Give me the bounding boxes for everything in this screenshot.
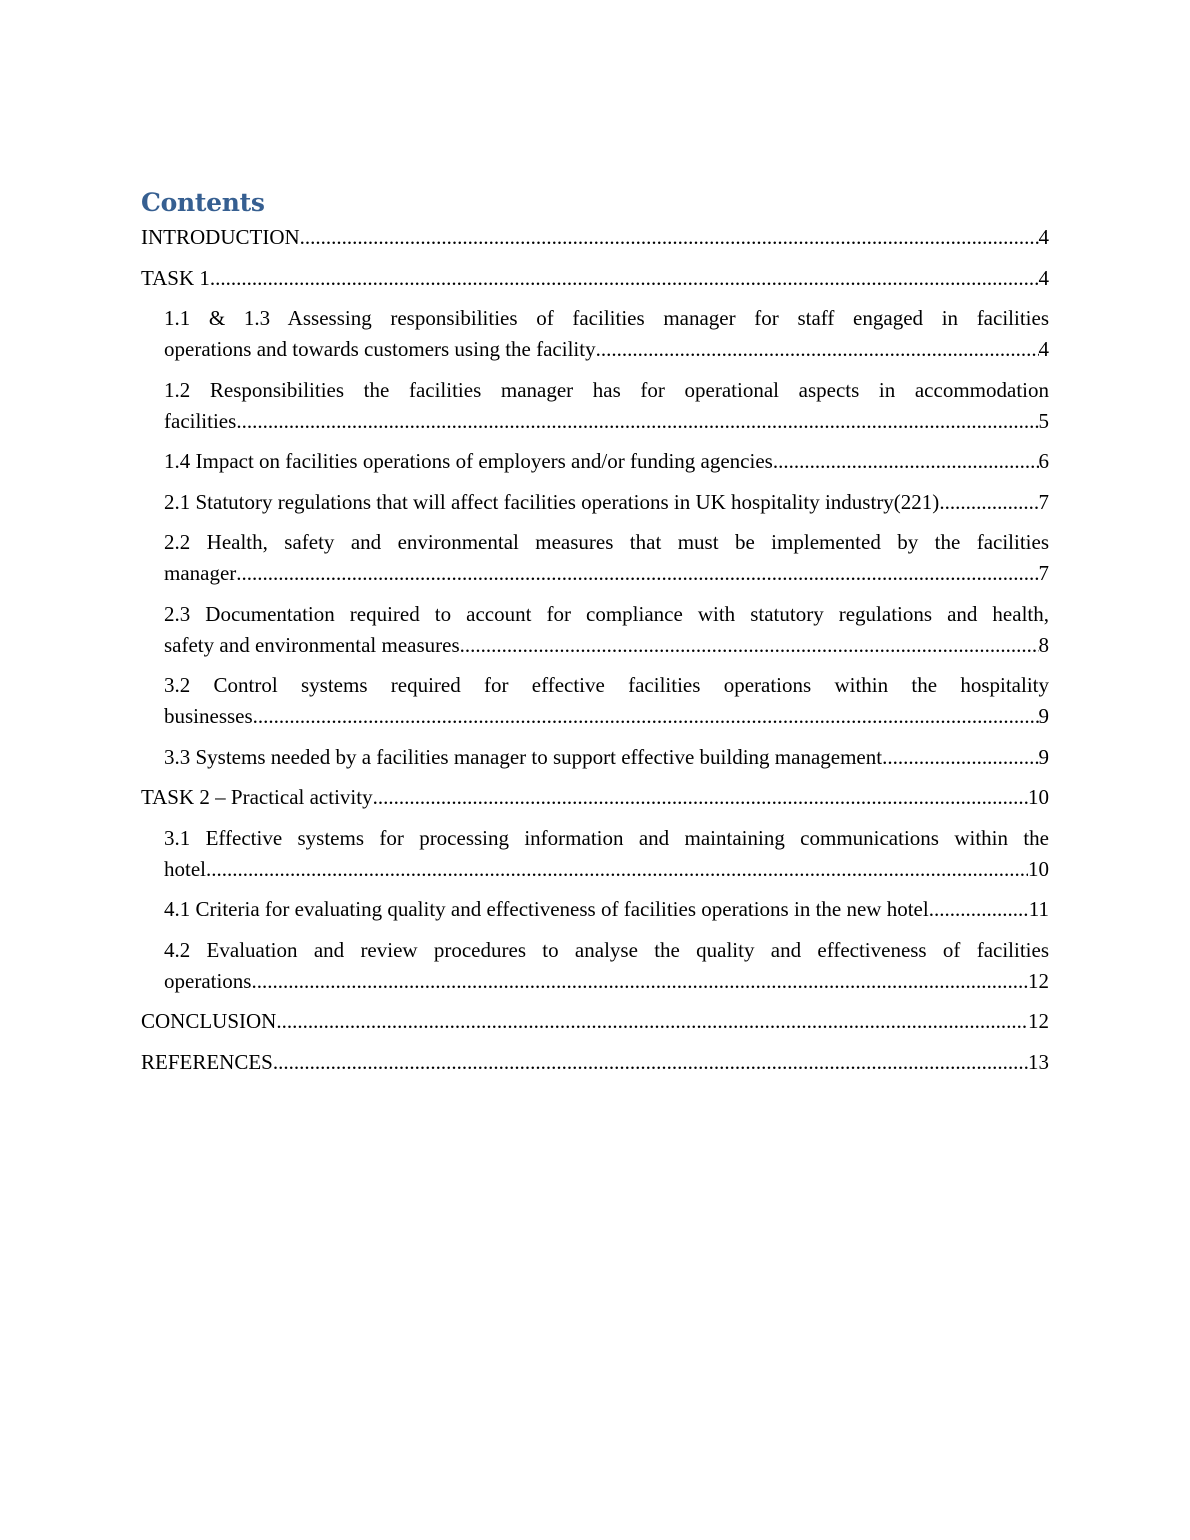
document-page	[141, 186, 1049, 1087]
toc-entry-task-2[interactable]	[141, 782, 1049, 813]
table-of-contents	[141, 222, 1049, 1078]
toc-entry-title: operations and towards customers using the facility	[164, 337, 596, 361]
toc-entry-1-1-1-3[interactable]	[141, 303, 1049, 365]
toc-page-number: 6	[1038, 449, 1049, 473]
toc-page-number: 11	[1028, 897, 1049, 921]
toc-entry-title: safety and environmental measures	[164, 632, 460, 657]
toc-page-number: 4	[1038, 265, 1049, 290]
toc-entry-3-3[interactable]	[141, 742, 1049, 773]
toc-entry-title-line-1: 2.2 Health, safety and environmental measures that must be implemented by the facilities	[164, 530, 1049, 554]
toc-entry-title: CONCLUSION	[141, 1009, 277, 1033]
toc-entry-4-1[interactable]	[141, 894, 1049, 925]
toc-entry-title: TASK 1	[141, 265, 210, 290]
toc-entry-title-line-1: 1.2 Responsibilities the facilities manager has for operational aspects in accommodation	[164, 377, 1049, 402]
toc-leader-dots	[276, 1006, 1028, 1037]
toc-leader-dots	[273, 1047, 1028, 1078]
toc-leader-dots	[206, 854, 1028, 885]
toc-entry-title: operations	[164, 968, 252, 993]
toc-leader-dots	[210, 263, 1039, 294]
toc-leader-dots	[300, 222, 1039, 253]
toc-entry-title: REFERENCES	[141, 1049, 273, 1074]
toc-entry-title-line-1: 3.1 Effective systems for processing information and maintaining communications within the	[164, 825, 1049, 850]
toc-page-number: 12	[1028, 968, 1049, 993]
toc-leader-dots	[253, 701, 1039, 732]
toc-leader-dots	[236, 406, 1038, 437]
toc-page-number: 5	[1038, 408, 1049, 433]
toc-entry-title-line-1: 2.3 Documentation required to account for compliance with statutory regulations and health,	[164, 601, 1049, 626]
toc-entry-title-line-1: 3.2 Control systems required for effective facilities operations within the hospitality	[164, 673, 1049, 697]
toc-entry-title: businesses	[164, 704, 253, 728]
toc-page-number: 4	[1038, 225, 1049, 249]
toc-entry-title-line-1: 4.2 Evaluation and review procedures to analyse the quality and effectiveness of facilities	[164, 937, 1049, 962]
toc-page-number: 7	[1038, 561, 1049, 585]
toc-entry-3-1[interactable]	[141, 823, 1049, 885]
toc-page-number: 10	[1028, 785, 1049, 809]
toc-leader-dots	[251, 966, 1028, 997]
toc-entry-1-4[interactable]	[141, 446, 1049, 477]
toc-entry-title: 1.4 Impact on facilities operations of employers and/or funding agencies	[164, 449, 773, 473]
toc-entry-title-line-1: 1.1 & 1.3 Assessing responsibilities of facilities manager for staff engaged in facilities	[164, 306, 1049, 330]
toc-page-number: 4	[1038, 337, 1049, 361]
toc-entry-3-2[interactable]	[141, 670, 1049, 732]
toc-entry-title: 3.3 Systems needed by a facilities manager to support effective building management	[164, 744, 883, 769]
toc-heading: Contents	[141, 188, 265, 217]
toc-leader-dots	[460, 630, 1039, 661]
toc-entry-title: hotel	[164, 856, 206, 881]
toc-page-number: 13	[1028, 1049, 1049, 1074]
toc-entry-1-2[interactable]	[141, 375, 1049, 437]
toc-entry-title: 2.1 Statutory regulations that will affect facilities operations in UK hospitality industry(221)	[164, 489, 940, 514]
toc-entry-title: manager	[164, 561, 237, 585]
toc-entry-2-1[interactable]	[141, 487, 1049, 518]
toc-entry-conclusion[interactable]	[141, 1006, 1049, 1037]
toc-entry-title: 4.1 Criteria for evaluating quality and effectiveness of facilities operations in the new hotel	[164, 897, 929, 921]
toc-page-number: 12	[1028, 1009, 1049, 1033]
toc-entry-title: TASK 2 – Practical activity	[141, 785, 373, 809]
toc-entry-title: INTRODUCTION	[141, 225, 300, 249]
toc-entry-references[interactable]	[141, 1047, 1049, 1078]
toc-page-number: 7	[1038, 489, 1049, 514]
toc-page-number: 9	[1038, 744, 1049, 769]
toc-entry-4-2[interactable]	[141, 935, 1049, 997]
toc-entry-task-1[interactable]	[141, 263, 1049, 294]
toc-entry-introduction[interactable]	[141, 222, 1049, 253]
toc-leader-dots	[882, 742, 1038, 773]
toc-leader-dots	[596, 334, 1039, 365]
toc-page-number: 9	[1038, 704, 1049, 728]
toc-page-number: 10	[1028, 856, 1049, 881]
toc-entry-2-2[interactable]	[141, 527, 1049, 589]
toc-entry-2-3[interactable]	[141, 599, 1049, 661]
toc-entry-title: facilities	[164, 408, 237, 433]
toc-page-number: 8	[1038, 632, 1049, 657]
toc-leader-dots	[929, 894, 1029, 925]
toc-leader-dots	[236, 558, 1038, 589]
toc-leader-dots	[373, 782, 1028, 813]
toc-leader-dots	[773, 446, 1039, 477]
toc-leader-dots	[939, 487, 1038, 518]
